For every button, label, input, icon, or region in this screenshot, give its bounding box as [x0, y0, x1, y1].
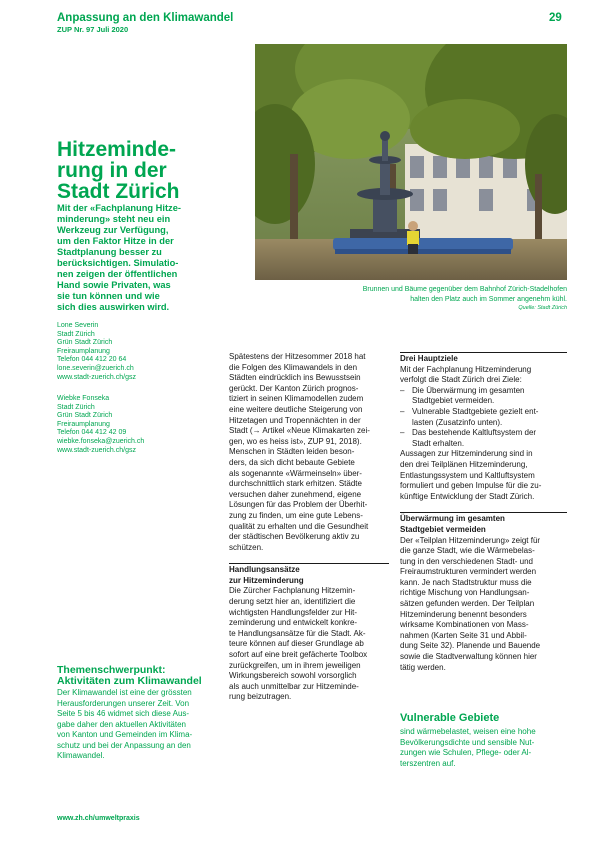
photo-illustration — [255, 44, 567, 280]
body-line: tätig werden. — [400, 662, 446, 672]
goal-line: – Die Überwärmung im gesamten — [412, 385, 525, 395]
contact-email-link[interactable]: wiebke.fonseka@zuerich.ch — [57, 437, 145, 445]
contact-block-2 — [57, 395, 144, 455]
vuln-line: Bevölkerungsdichte und sensible Nut- — [400, 737, 535, 747]
caption-line: halten den Platz auch im Sommer angenehm kühl. — [410, 295, 567, 303]
goal-line: lasten (Zusatzinfo unten). — [412, 417, 503, 427]
body-line: der städtischen Bevölkerung aktiv zu — [229, 532, 360, 542]
body-line: schützen. — [229, 542, 264, 552]
body-line: ders, da sich dicht bebaute Gebiete — [229, 457, 355, 467]
body-line: die Folgen des Klimawandels in den — [229, 362, 358, 372]
lead-line: sie tun können und wie — [57, 291, 160, 301]
section-heading-line: zur Hitzeminderung — [229, 575, 304, 585]
body-line: Menschen in Städten leiden beson- — [229, 447, 355, 457]
section-heading-line: Überwärmung im gesamten — [400, 514, 505, 524]
running-header-title: Anpassung an den Klimawandel — [57, 12, 234, 24]
body-line: Die Zürcher Fachplanung Hitzemin- — [229, 586, 356, 596]
body-line: Aussagen zur Hitzeminderung sind in — [400, 449, 533, 459]
body-line: Freiraumstrukturen vermindert werden — [400, 567, 537, 577]
lead-line: sich dies auswirken wird. — [57, 302, 170, 312]
body-line: sofort auf eine breit gefächerte Toolbox — [229, 650, 368, 660]
body-line: richtige Mischung von Handlungsan- — [400, 588, 530, 598]
contact-org: Stadt Zürich — [57, 330, 95, 338]
lead-line: minderung» steht neu ein — [57, 214, 171, 224]
body-line: eine weitere deutliche Steigerung von — [229, 404, 363, 414]
goal-item — [400, 386, 567, 407]
body-line: kann. Je nach Stadtstruktur muss die — [400, 577, 532, 587]
body-line: tiziert in seinen Klimamodellen zudem — [229, 394, 364, 404]
body-line: gen, wo es heiss ist», ZUP 91, 2018). — [229, 436, 362, 446]
running-header-issue: ZUP Nr. 97 Juli 2020 — [57, 25, 129, 34]
body-line: Stadt (→ Artikel «Neue Klimakarten zei- — [229, 426, 370, 436]
body-line: Wirkungsbereich sowohl vorsorglich — [229, 671, 357, 681]
headline-line: Stadt Zürich — [57, 180, 180, 203]
body-line: verfolgt die Stadt Zürich drei Ziele: — [400, 375, 522, 385]
sidebar-line: Der Klimawandel ist eine der grössten — [57, 688, 192, 697]
body-line: wichtigsten Handlungsfelder zur Hit- — [229, 607, 358, 617]
body-line: Städten eindrücklich ins Bewusstsein — [229, 373, 361, 383]
vulnerable-areas-text — [400, 727, 567, 769]
lead-line: Werkzeug zur Verfügung, — [57, 225, 169, 235]
body-line: derung setzt hier an, identifiziert die — [229, 597, 356, 607]
sidebar-line: Herausforderungen unserer Zeit. Von — [57, 698, 190, 708]
body-line: tung in den verschiedenen Stadt- und — [400, 556, 533, 566]
body-line: Hitzetagen und Tropennächten in der — [229, 415, 361, 425]
body-line: gerückt. Der Kanton Zürich prognos- — [229, 383, 359, 393]
body-line: te Handlungsansätze für die Stadt. Ak- — [229, 628, 366, 638]
sidebar-text — [57, 688, 237, 762]
body-line: wirksame Kombinationen von Mass- — [400, 620, 529, 630]
goal-line: – Das bestehende Kaltluftsystem der — [412, 428, 537, 438]
vuln-line: sind wärmebelastet, weisen eine hohe — [400, 727, 536, 736]
contact-block-1 — [57, 322, 136, 382]
section-heading-line: Drei Hauptziele — [400, 354, 458, 363]
body-line: als auch unmittelbar zur Hitzeminde- — [229, 681, 359, 691]
headline-line: Hitzeminde- — [57, 138, 177, 161]
sidebar-heading — [57, 665, 237, 687]
contact-org: Stadt Zürich — [57, 403, 95, 411]
sidebar-line: Klimawandel. — [57, 751, 105, 760]
sidebar-heading-line: Themenschwerpunkt: — [57, 664, 166, 676]
contact-web-link[interactable]: www.stadt-zuerich.ch/gsz — [57, 373, 136, 381]
body-line: die ganze Stadt, wie die Wärmebelas- — [400, 546, 535, 556]
photo-source: Quelle: Stadt Zürich — [518, 305, 567, 311]
body-line: formuliert und geben Impulse für die zu- — [400, 481, 542, 491]
goal-line: Stadt erhalten. — [412, 438, 465, 448]
goal-line: – Vulnerable Stadtgebiete gezielt ent- — [412, 406, 539, 416]
sidebar-line: gabe daher den aktuellen Aktivitäten — [57, 719, 186, 729]
contact-web-link[interactable]: www.stadt-zuerich.ch/gsz — [57, 446, 136, 454]
section-heading — [400, 352, 567, 365]
article-headline — [57, 139, 237, 202]
body-line: Der «Teilplan Hitzeminderung» zeigt für — [400, 535, 541, 545]
body-line: durchschnittlich stark erhitzen. Städte — [229, 479, 362, 489]
goal-line: Stadtgebiet vermeiden. — [412, 396, 495, 406]
contact-phone: Telefon 044 412 20 64 — [57, 356, 127, 364]
section-heading-line: Stadtgebiet vermeiden — [400, 524, 486, 534]
lead-line: Stadtplanung besser zu — [57, 247, 162, 257]
vuln-line: terszentren auf. — [400, 758, 456, 768]
body-line: Entlastungssystem und Kaltluftsystem — [400, 470, 535, 480]
body-line: versuchen daher zunehmend, eigene — [229, 489, 362, 499]
body-column-2 — [400, 352, 567, 673]
lead-line: um den Faktor Hitze in der — [57, 236, 174, 246]
contact-email-link[interactable]: lone.severin@zuerich.ch — [57, 364, 134, 372]
body-line: zung zu finden, um eine gute Lebens- — [229, 510, 363, 520]
section-heading — [229, 563, 389, 586]
goal-item — [400, 428, 567, 449]
section-heading — [400, 512, 567, 535]
contact-dept: Grün Stadt Zürich — [57, 412, 113, 420]
body-line: zeminderung und entwickelt konkre- — [229, 618, 358, 628]
body-line: sowie die Stadtverwaltung können hier — [400, 652, 537, 662]
section-heading-line: Handlungsansätze — [229, 565, 300, 575]
sidebar-line: schutz und bei der Anpassung an den — [57, 740, 191, 750]
body-line: als sogenannte «Wärmeinseln» über- — [229, 468, 362, 478]
body-line: nahmen (Karten Seite 31 und Abbil- — [400, 630, 527, 640]
body-line: dung Seite 32). Planende und Bauende — [400, 641, 541, 651]
body-line: Spätestens der Hitzesommer 2018 hat — [229, 352, 366, 361]
body-column-1 — [229, 352, 389, 703]
caption-line: Brunnen und Bäume gegenüber dem Bahnhof Zürich-Stadelhofen — [362, 286, 567, 293]
lead-line: berücksichtigen. Simulatio- — [57, 258, 179, 268]
contact-phone: Telefon 044 412 42 09 — [57, 429, 127, 437]
lead-line: Mit der «Fachplanung Hitze- — [57, 203, 181, 213]
headline-line: rung in der — [57, 159, 167, 182]
body-line: zurückgreifen, um in ihrem jeweiligen — [229, 660, 361, 670]
sidebar-line: von Kanton und Gemeinden im Klima- — [57, 730, 193, 739]
contact-unit: Freiraumplanung — [57, 347, 110, 355]
goal-item — [400, 407, 567, 428]
body-line: Lösungen für das Problem der Überhit- — [229, 500, 368, 510]
lead-line: Hand sowie Privaten, was — [57, 280, 171, 290]
contact-dept: Grün Stadt Zürich — [57, 339, 113, 347]
page-number: 29 — [549, 12, 562, 24]
sidebar-heading-line: Aktivitäten zum Klimawandel — [57, 675, 202, 687]
vulnerable-areas-heading: Vulnerable Gebiete — [400, 712, 500, 724]
fountain-park-photo — [255, 44, 567, 280]
sidebar-line: Seite 5 bis 46 widmet sich diese Aus- — [57, 709, 190, 718]
body-line: den drei Teilplänen Hitzeminderung, — [400, 459, 528, 469]
article-lead — [57, 203, 237, 313]
body-line: teure können auf dieser Grundlage ab — [229, 639, 364, 649]
lead-line: nen zeigen der öffentlichen — [57, 269, 178, 279]
photo-caption — [255, 285, 567, 304]
contact-name: Wiebke Fonseka — [57, 395, 110, 402]
goals-list — [400, 386, 567, 450]
body-line: künftige Entwicklung der Stadt Zürich. — [400, 491, 535, 501]
vuln-line: zungen wie Schulen, Pflege- oder Al- — [400, 748, 532, 758]
body-line: Mit der Fachplanung Hitzeminderung — [400, 364, 532, 374]
body-line: rung beizutragen. — [229, 692, 292, 702]
body-line: qualität zu erhalten und die Gesundheit — [229, 521, 369, 531]
contact-name: Lone Severin — [57, 322, 99, 329]
body-line: Hitzeminderung benennt besonders — [400, 609, 527, 619]
footer-url-link[interactable]: www.zh.ch/umweltpraxis — [57, 815, 140, 822]
contact-unit: Freiraumplanung — [57, 420, 110, 428]
body-line: sätzen gefunden werden. Der Teilplan — [400, 599, 535, 609]
